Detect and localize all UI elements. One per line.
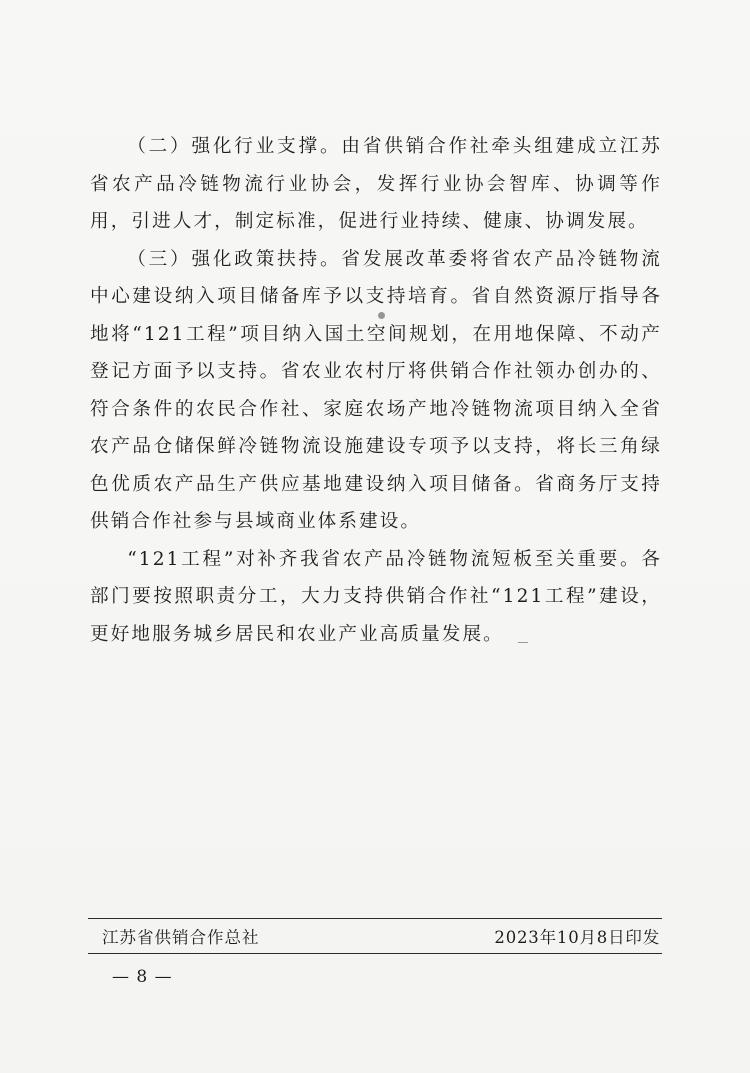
footer-top-rule [88,918,662,919]
paragraph-heading: （三）强化政策扶持 [127,248,320,270]
paragraph-policy-support [90,241,662,541]
scan-mark [518,642,528,643]
scan-speck [378,312,385,319]
paragraph-heading: （二）强化行业支撑 [127,136,320,157]
footer-issuer: 江苏省供销合作总社 [102,928,260,947]
paragraph-body: “121工程”对补齐我省农产品冷链物流短板至关重要。各部门要按照职责分工，大力支持供销合作社“121工程”建设，更好地服务城乡居民和农业产业高质量发展。 [90,548,662,645]
body-text [90,128,662,653]
paragraph-body: 。省发展改革委将省农产品冷链物流中心建设纳入项目储备库予以支持培育。省自然资源厅指导各地将“121工程”项目纳入国土空间规划，在用地保障、不动产登记方面予以支持。省农业农村厅将供销合作社领办创办的、符合条件的农民合作社、家庭农场产地冷链物流项目纳入全省农产品仓储保鲜冷链物流设施建设专项予以支持，将长三角绿色优质农产品生产供应基地建设纳入项目储备。省商务厅支持供销合作社参与县域商业体系建设。 [90,248,662,532]
page-number: — 8 — [112,967,173,987]
footer-print-date: 2023年10月8日印发 [494,928,660,947]
paragraph-conclusion [90,541,662,654]
footer-bottom-rule [88,953,662,954]
paragraph-body: 。由省供销合作社牵头组建成立江苏省农产品冷链物流行业协会，发挥行业协会智库、协调等作用，引进人才，制定标准，促进行业持续、健康、协调发展。 [90,136,662,232]
paragraph-industry-support [90,128,662,241]
